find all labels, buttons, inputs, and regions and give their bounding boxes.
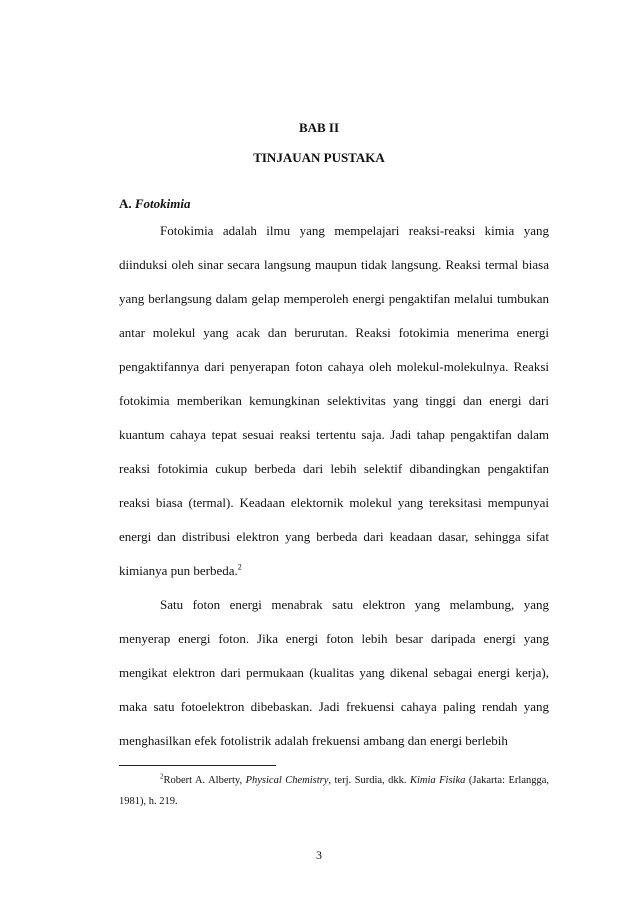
footnote-book-title: Physical Chemistry (245, 775, 329, 786)
footnote-translation-title: Kimia Fisika (409, 775, 466, 786)
paragraph-2-text: Satu foton energi menabrak satu elektron yang melambung, yang menyerap energi foton. Jika energi foton lebih besar daripada energi yang mengikat elektron dari permukaan (kualitas yang dikenal sebagai energi kerja), maka satu fotoelektron dibebaskan. Jadi frekuensi cahaya paling rendah yang menghasilkan efek fotolistrik adalah frekuensi ambang dan energi berlebih (119, 597, 549, 748)
section-heading (119, 196, 191, 212)
footnote (119, 770, 549, 812)
footnote-author: Robert A. Alberty, (163, 775, 246, 786)
section-letter: A. (119, 196, 132, 211)
footnote-number: 2 (160, 772, 164, 781)
footnote-translator: , terj. Surdia, dkk. (328, 775, 410, 786)
paragraph-1 (119, 214, 549, 588)
footnote-reference[interactable]: 2 (237, 562, 242, 572)
paragraph-1-text: Fotokimia adalah ilmu yang mempelajari reaksi-reaksi kimia yang diinduksi oleh sinar secara langsung maupun tidak langsung. Reaksi termal biasa yang berlangsung dalam gelap memperoleh energi pengaktifan melalui tumbukan antar molekul yang acak dan berurutan. Reaksi fotokimia menerima energi pengaktifannya dari penyerapan foton cahaya oleh molekul-molekulnya. Reaksi fotokimia memberikan kemungkinan selektivitas yang tinggi dan energi dari kuantum cahaya tepat sesuai reaksi tertentu saja. Jadi tahap pengaktifan dalam reaksi fotokimia cukup berbeda dari lebih selektif dibandingkan pengaktifan reaksi biasa (termal). Keadaan elektornik molekul yang tereksitasi mempunyai energi dan distribusi elektron yang berbeda dari keadaan dasar, sehingga sifat kimianya pun berbeda. (119, 223, 549, 578)
page-number: 3 (316, 848, 322, 862)
chapter-title: TINJAUAN PUSTAKA (253, 150, 385, 165)
footnote-divider (119, 765, 276, 766)
paragraph-2 (119, 588, 549, 758)
chapter-label: BAB II (298, 120, 340, 135)
section-title: Fotokimia (134, 196, 191, 211)
body-text (119, 214, 549, 758)
footnote-publication: (Jakarta: Erlangga, 1981), h. 219. (119, 775, 550, 807)
